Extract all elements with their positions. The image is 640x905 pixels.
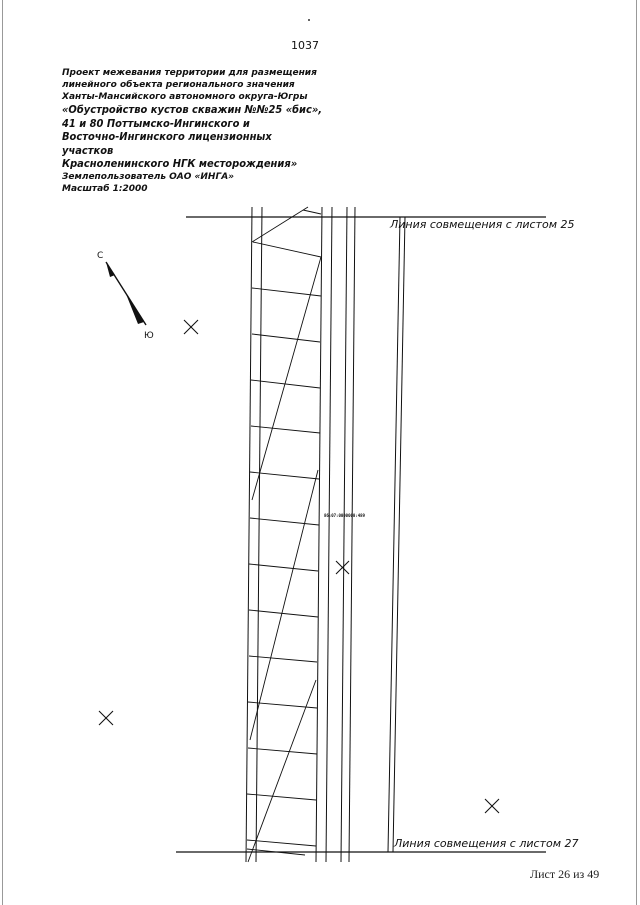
top-match-line-label: Линия совмещения с листом 25 xyxy=(390,218,575,231)
parcel-number: 86:07:0000000:489 xyxy=(324,513,365,518)
title-line-1: Проект межевания территории для размещения xyxy=(62,68,317,78)
compass-south-letter: Ю xyxy=(144,331,154,341)
survey-markers xyxy=(99,320,499,813)
scan-speck xyxy=(308,19,310,21)
cross-marker-4 xyxy=(485,799,499,813)
scale-label: Масштаб 1:2000 xyxy=(62,183,148,194)
title-line-2: линейного объекта регионального значения xyxy=(62,80,295,90)
hatched-strip xyxy=(247,207,321,862)
title-line-5: 41 и 80 Поттымско-Ингинского и xyxy=(62,116,250,130)
land-user: Землепользователь ОАО «ИНГА» xyxy=(62,171,235,182)
bottom-match-line-label: Линия совмещения с листом 27 xyxy=(394,837,579,850)
title-line-3: Ханты-Мансийского автономного округа-Югры xyxy=(62,92,308,102)
compass-north-letter: С xyxy=(97,251,104,261)
sheet-footer: Лист 26 из 49 xyxy=(530,867,600,881)
corridor-lines xyxy=(246,207,405,862)
page-number: 1037 xyxy=(291,39,319,52)
title-line-7: Красноленинского НГК месторождения» xyxy=(62,157,298,170)
title-line-6: Восточно-Ингинского лицензионных участков xyxy=(62,130,272,157)
north-arrow-icon xyxy=(97,251,154,341)
cross-marker-3 xyxy=(99,711,113,725)
cross-marker-1 xyxy=(184,320,198,334)
cross-marker-2 xyxy=(336,561,349,574)
title-line-4: «Обустройство кустов скважин №№25 «бис», xyxy=(62,103,323,116)
